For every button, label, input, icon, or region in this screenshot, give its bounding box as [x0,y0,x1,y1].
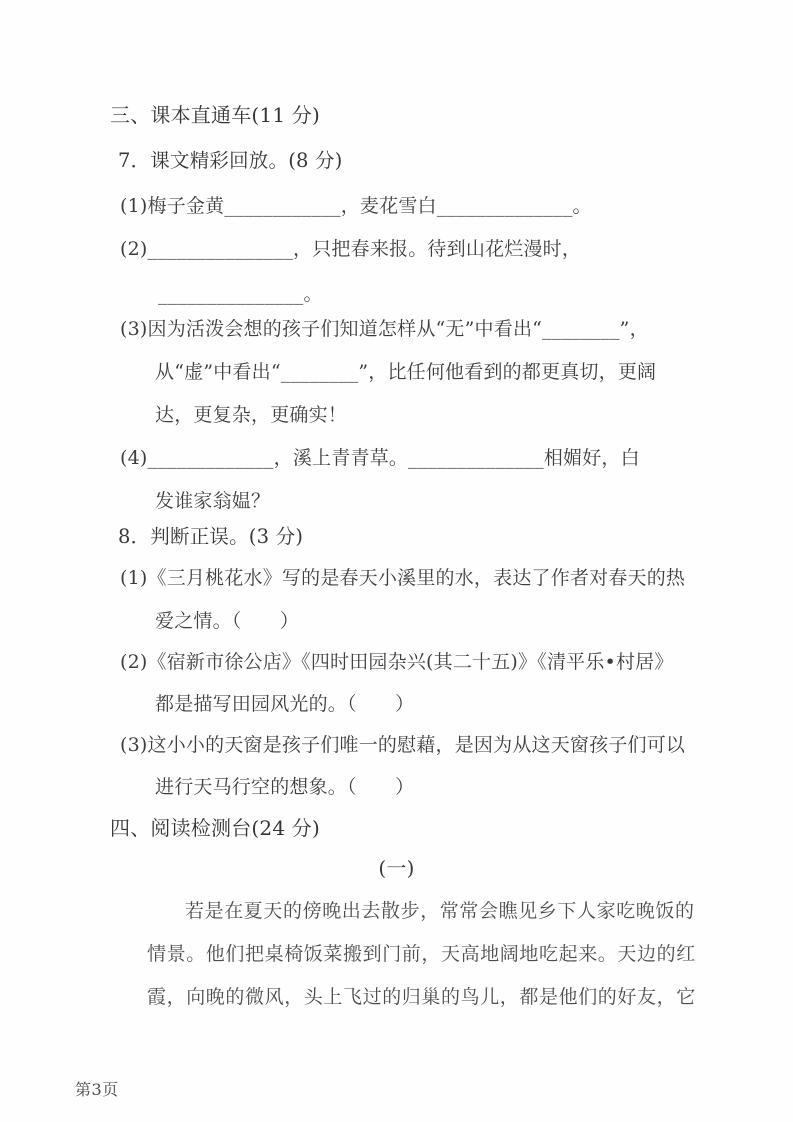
q8-item-3-line-2: 进行天马行空的想象。（ ） [155,776,415,798]
page-number: 第3页 [75,1080,119,1099]
passage-line-3: 霞，向晚的微风，头上飞过的归巢的鸟儿，都是他们的好友，它 [147,986,696,1008]
q8-item-1-line-1: (1)《三月桃花水》写的是春天小溪里的水，表达了作者对春天的热 [120,567,686,589]
q7-item-1-line: (1)梅子金黄____________，麦花雪白______________。 [120,195,592,217]
question-8-heading: 8．判断正误。(3 分) [118,525,304,548]
q7-item-3-line-2: 从“虚”中看出“________”，比任何他看到的都更真切，更阔 [155,361,657,383]
q8-item-1-line-2: 爱之情。（ ） [155,610,300,632]
passage-line-1: 若是在夏天的傍晚出去散步，常常会瞧见乡下人家吃晚饭的 [185,900,695,922]
q8-item-3-line-1: (3)这小小的天窗是孩子们唯一的慰藉，是因为从这天窗孩子们可以 [120,734,686,756]
q7-item-3-line-3: 达，更复杂，更确实！ [155,404,348,426]
question-7-heading: 7．课文精彩回放。(8 分) [118,149,343,172]
q8-item-2-line-1: (2)《宿新市徐公店》《四时田园杂兴(其二十五)》《清平乐•村居》 [120,651,674,673]
q7-item-4-line-2: 发谁家翁媪？ [155,490,271,512]
q7-item-3-line-1: (3)因为活泼会想的孩子们知道怎样从“无”中看出“________”， [120,318,649,340]
q8-item-2-line-2: 都是描写田园风光的。（ ） [155,693,415,715]
q7-item-4-line-1: (4)_____________，溪上青青草。______________相媚好，白 [120,447,640,469]
passage-line-2: 情景。他们把桌椅饭菜搬到门前，天高地阔地吃起来。天边的红 [147,943,696,965]
q7-item-2-line-2: _______________。 [158,283,323,305]
q7-item-2-line-1: (2)_______________，只把春来报。待到山花烂漫时， [120,238,582,260]
section-4-heading: 四、阅读检测台(24 分) [110,816,321,840]
passage-number-label: (一) [378,856,415,880]
section-3-heading: 三、课本直通车(11 分) [110,103,321,127]
